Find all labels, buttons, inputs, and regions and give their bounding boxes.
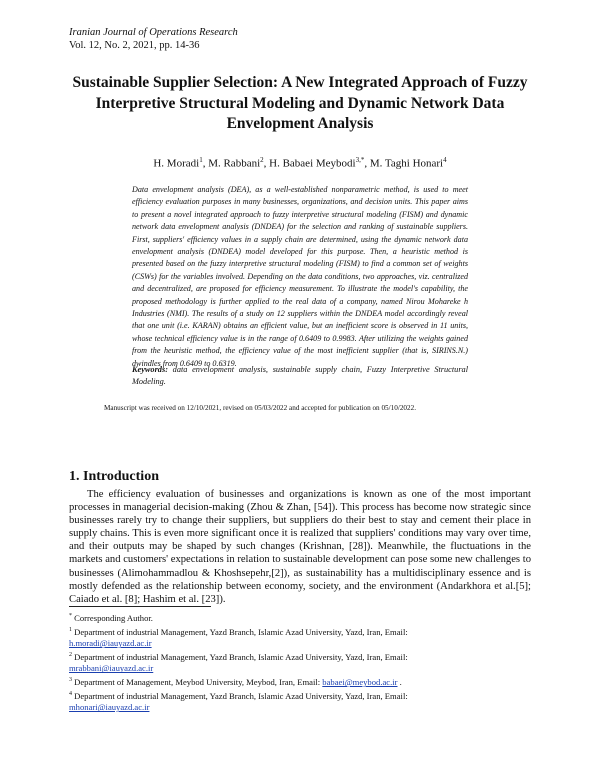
footnote-mark: 3 bbox=[69, 677, 72, 684]
footnote-mark: 4 bbox=[69, 690, 72, 697]
footnote bbox=[69, 650, 539, 675]
author-name: M. Rabbani bbox=[208, 157, 261, 170]
email-link[interactable]: babaei@meybod.ac.ir bbox=[322, 676, 398, 687]
author-name: H. Moradi bbox=[153, 157, 200, 170]
footnote-text: Corresponding Author. bbox=[74, 612, 153, 623]
footnote: $^3$ Department of Management, Meybod University, Meybod, Iran, Email: babaei@meybod.ac.ir . bbox=[69, 676, 402, 687]
section-paragraph: The efficiency evaluation of businesses and organizations is known as one of the most important processes in managerial decision-making (Zhou & Zhan, [54]). This process has become now strategic since businesses rarely try to change their suppliers, but suppliers do their best to stay and cement their place in supply chains. This is even more significant once it is realized that suppliers' conditions may vary over time, and their outputs may be shaped by such changes (Krishnan, [28]). Meanwhile, the fluctuations in the markets and customers' expectations in relation to sustainable development can pose some new challenges to businesses (Alimohammadlou & Khoshsepehr,[2]), as sustainability has a multidisciplinary essence and is mostly defended as the relationship between economy, society, and the environment (Andarkhora et al.[5]; Caiado et al. [8]; Hashim et al. [23]). bbox=[69, 489, 531, 605]
footnote-mark: 1 bbox=[69, 626, 72, 633]
journal-name: Iranian Journal of Operations Research bbox=[69, 27, 238, 38]
section-body bbox=[69, 488, 531, 606]
author-list: H. Moradi$^1$, M. Rabbani$^2$, H. Babaei Meybodi$^{3,*}$, M. Taghi Honari$^4$ bbox=[153, 156, 447, 170]
keywords: Keywords: data envelopment analysis, sustainable supply chain, Fuzzy Interpretive Structural Modeling. bbox=[132, 365, 468, 387]
footnote-divider bbox=[69, 606, 211, 607]
author-name: H. Babaei Meybodi bbox=[269, 157, 356, 170]
author-name: M. Taghi Honari bbox=[369, 157, 444, 170]
email-link[interactable]: mrabbani@iauyazd.ac.ir bbox=[69, 663, 154, 674]
keywords-text: data envelopment analysis, sustainable supply chain, Fuzzy Interpretive Structural Modeling. bbox=[132, 365, 468, 387]
footnote-mark: 2 bbox=[69, 651, 72, 658]
footnote bbox=[69, 625, 539, 650]
journal-header bbox=[69, 26, 238, 52]
journal-issue: Vol. 12, No. 2, 2021, pp. 14-36 bbox=[69, 40, 200, 51]
manuscript-note: Manuscript was received on 12/10/2021, revised on 05/03/2022 and accepted for publication on 05/10/2022. bbox=[104, 404, 416, 412]
footnote bbox=[69, 689, 539, 714]
email-link[interactable]: mhonari@iauyazd.ac.ir bbox=[69, 702, 150, 713]
footnote-mark: * bbox=[69, 613, 72, 619]
author-mark: 2 bbox=[260, 156, 264, 164]
author-mark: 3,* bbox=[355, 156, 365, 164]
footnote-text: Department of industrial Management, Yazd Branch, Islamic Azad University, Yazd, Iran, Email: bbox=[74, 651, 408, 662]
footnote-text: Department of Management, Meybod University, Meybod, Iran, Email: bbox=[74, 676, 321, 687]
author-mark: 1 bbox=[199, 156, 203, 164]
footnotes bbox=[69, 611, 539, 714]
footnote-text: Department of industrial Management, Yazd Branch, Islamic Azad University, Yazd, Iran, Email: bbox=[74, 690, 408, 701]
abstract: Data envelopment analysis (DEA), as a well-established nonparametric method, is used to meet efficiency evaluation purposes in many businesses, organizations, and decision units. This paper aims to present a novel integrated approach to fuzzy interpretive structural modeling (FISM) and dynamic network data envelopment analysis (DNDEA) for the selection and ranking of sustainable suppliers. First, suppliers' efficiency values in a supply chain are determined, using the dynamic network data envelopment analysis (DNDEA) model developed for this purpose. Then, a heuristic method is presented based on the fuzzy interpretive structural modeling (FISM) to find a common set of weights (CSWs) for the variables involved. Depending on the data conditions, two approaches, viz. centralized and decentralized, are proposed for efficiency measurement. To illustrate the model's capability, the proposed methodology is further applied to the real data of a company, named Nirou Mohareke h Industries (NMI). The results of a study on 12 suppliers within the DNDEA model accordingly reveal that one unit (i.e. KARAN) obtains an efficient value, but an inefficient score is observed in 11 units, whose technical efficiency value is in the range of 0.6409 to 0.9983. After utilizing the weights gained from the heuristic method, the efficiency value of the most inefficient supplier (that is, SIRINS.N.) dwindles from 0.6409 to 0.6319. bbox=[132, 185, 468, 368]
keywords-label: Keywords bbox=[132, 365, 166, 374]
footnote-text: Department of industrial Management, Yazd Branch, Islamic Azad University, Yazd, Iran, Email: bbox=[74, 626, 408, 637]
section-title: 1. Introduction bbox=[69, 469, 159, 484]
paper-title: Sustainable Supplier Selection: A New Integrated Approach of Fuzzy Interpretive Structural Modeling and Dynamic Network Data Envelopment Analysis bbox=[72, 74, 528, 132]
footnote bbox=[69, 611, 539, 625]
author-mark: 4 bbox=[443, 156, 447, 164]
email-link[interactable]: h.moradi@iauyazd.ac.ir bbox=[69, 638, 152, 649]
